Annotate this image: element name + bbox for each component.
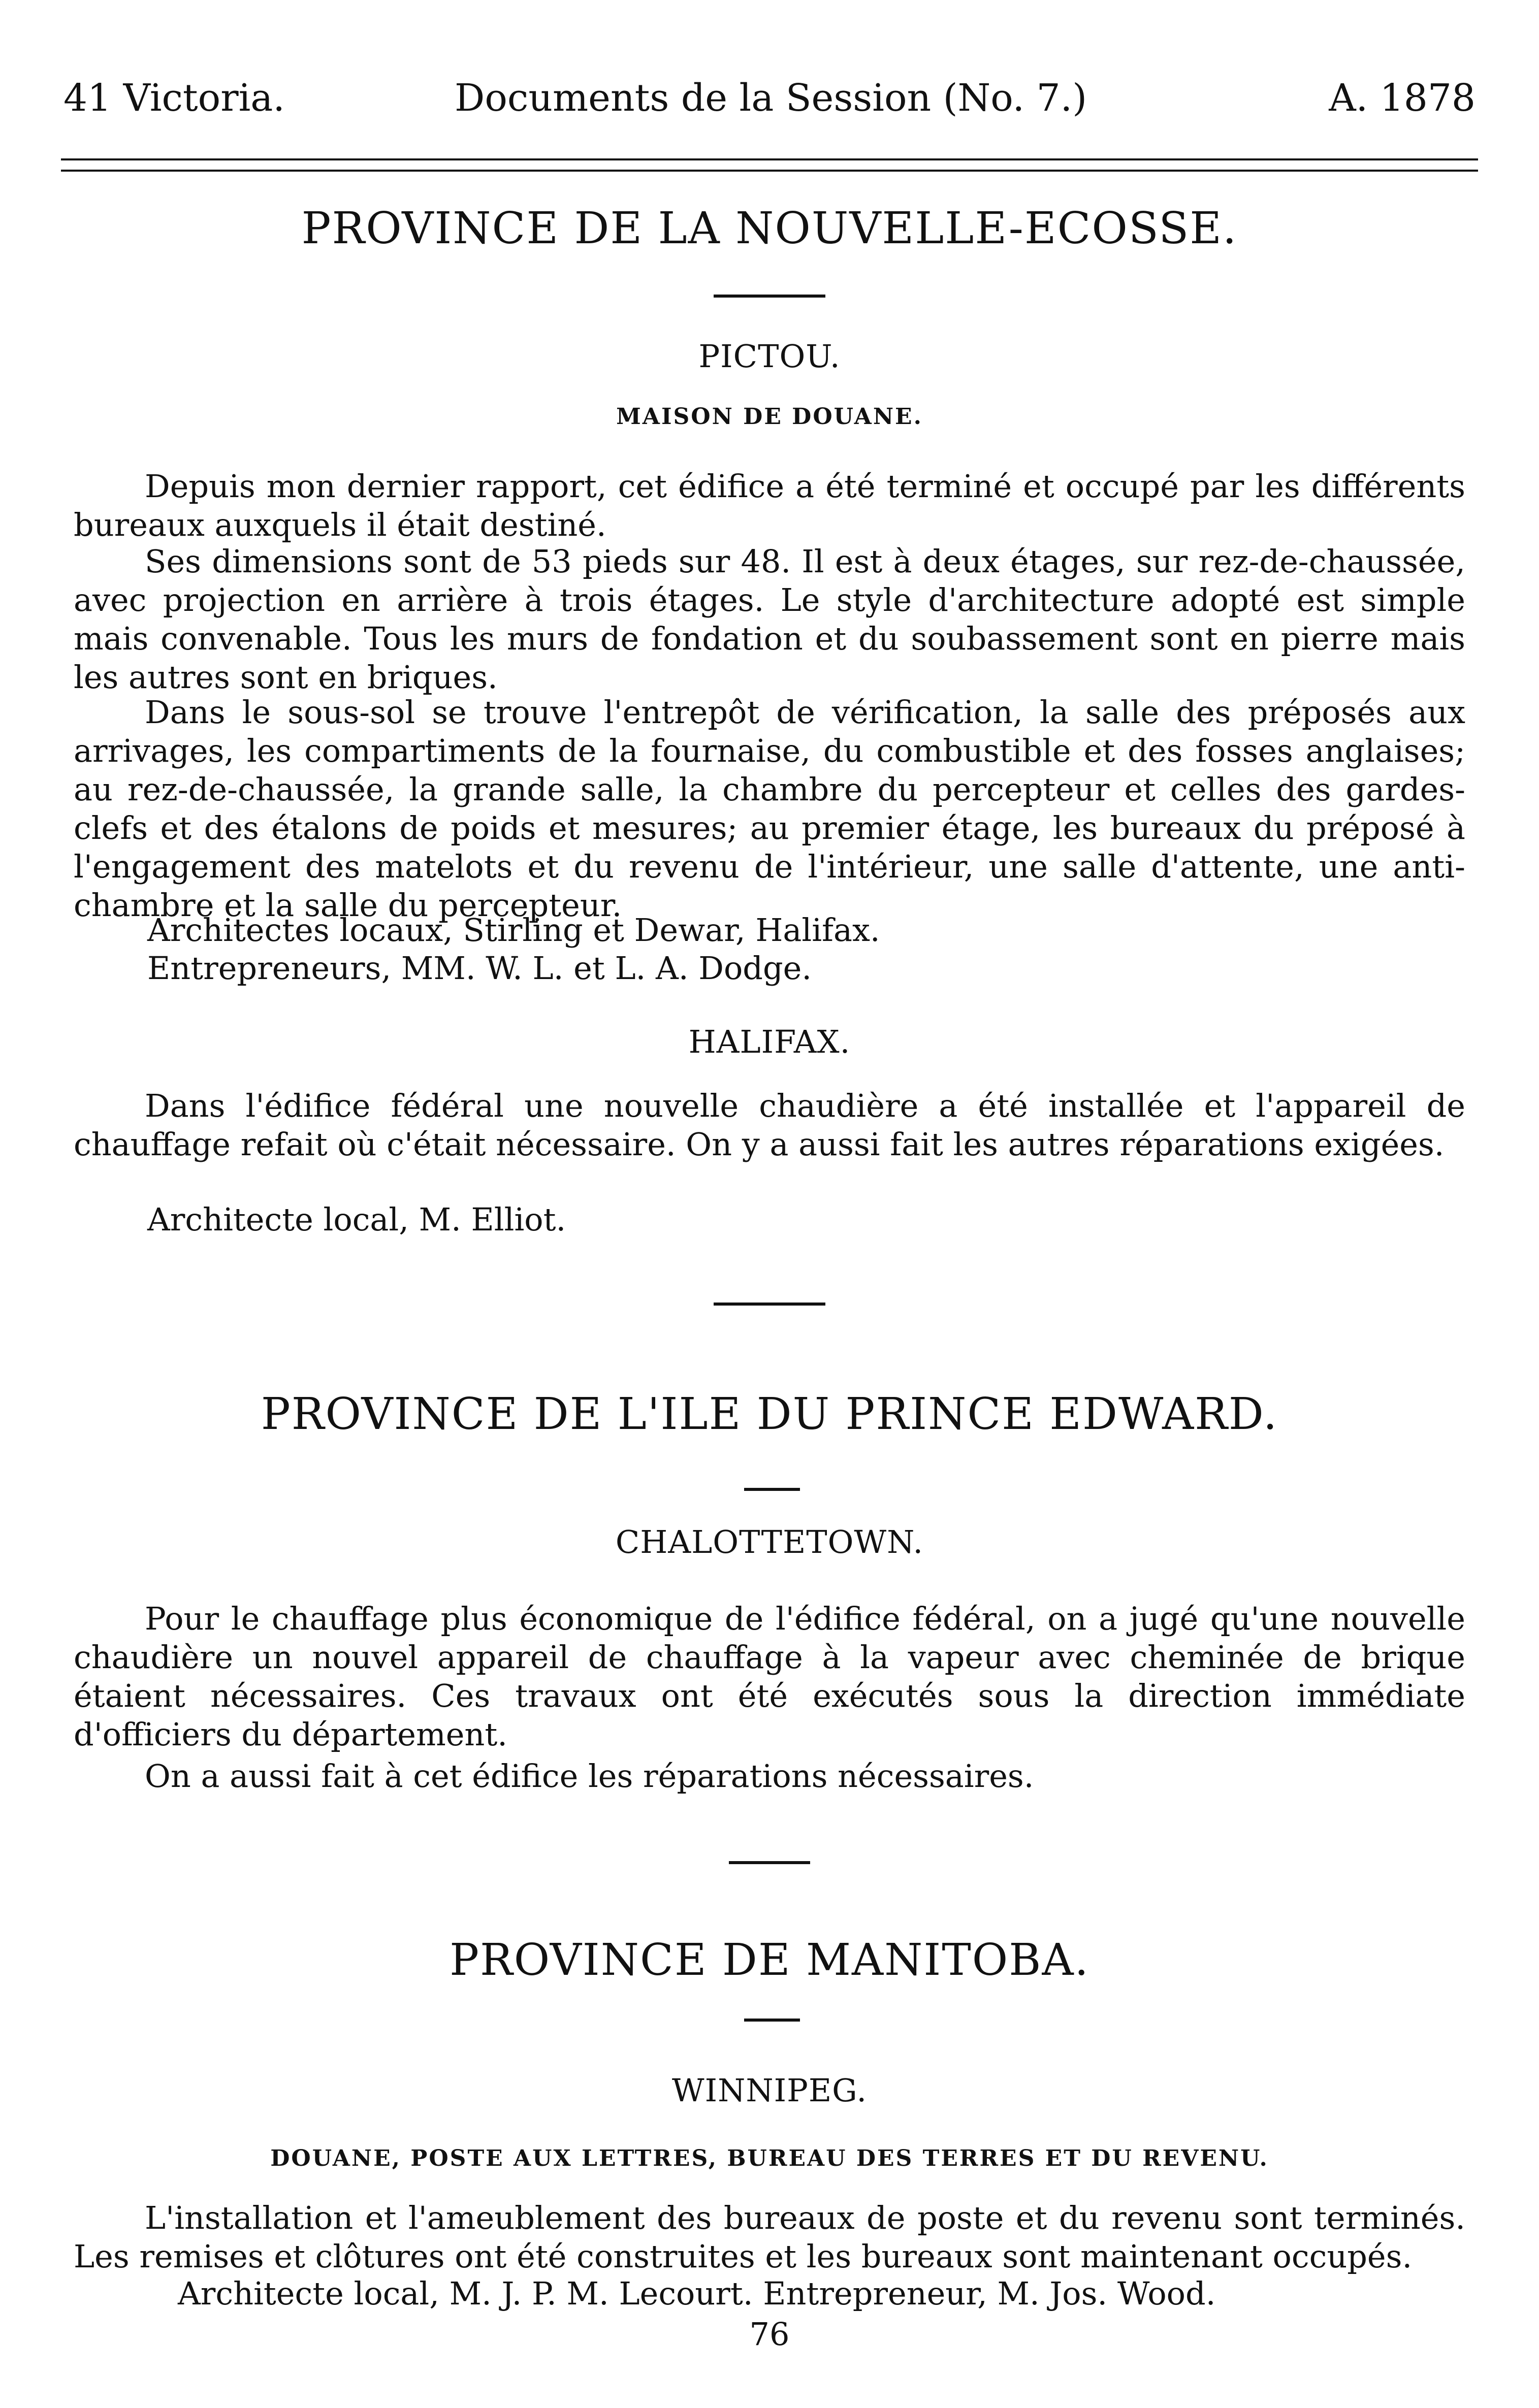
paragraph-pictou-2: Ses dimensions sont de 53 pieds sur 48. Il est à deux étages, sur rez-de-chaussée, avec projection en arrière à trois étages. Le style d'architecture adopté est simple mais convenable. Tous les murs de fondation et du soubassement sont en pierre mais les autres sont en briques. — [74, 543, 1465, 696]
paragraph-halifax-1: Dans l'édifice fédéral une nouvelle chaudière a été installée et l'appareil de chauffage refait où c'était nécessaire. On y a aussi fait les autres réparations exigées. — [74, 1087, 1465, 1163]
header-volume: 41 Victoria. — [63, 76, 285, 120]
subtitle-douane-poste: DOUANE, POSTE AUX LETTRES, BUREAU DES TERRES ET DU REVENU. — [270, 2145, 1269, 2171]
province-heading-manitoba: PROVINCE DE MANITOBA. — [450, 1935, 1089, 1986]
paragraph-winnipeg-1: L'installation et l'ameublement des bureaux de poste et du revenu sont terminés. Les remises et clôtures ont été construites et les bureaux sont maintenant occupés. — [74, 2199, 1465, 2275]
header-double-rule — [61, 158, 1478, 172]
city-heading-pictou: PICTOU. — [698, 338, 841, 375]
section-divider — [744, 1488, 800, 1491]
section-divider — [744, 2019, 800, 2022]
section-divider — [729, 1861, 810, 1864]
pictou-contractors: Entrepreneurs, MM. W. L. et L. A. Dodge. — [147, 950, 812, 987]
section-divider — [714, 295, 825, 298]
province-heading-ile-du-prince-edward: PROVINCE DE L'ILE DU PRINCE EDWARD. — [261, 1389, 1278, 1440]
winnipeg-architect: Architecte local, M. J. P. M. Lecourt. Entrepreneur, M. Jos. Wood. — [178, 2275, 1216, 2312]
province-heading-nouvelle-ecosse: PROVINCE DE LA NOUVELLE-ECOSSE. — [301, 203, 1238, 254]
halifax-architect: Architecte local, M. Elliot. — [147, 1201, 566, 1238]
page-number: 76 — [749, 2316, 790, 2353]
paragraph-chalottetown-1: Pour le chauffage plus économique de l'édifice fédéral, on a jugé qu'une nouvelle chaudière un nouvel appareil de chauffage à la vapeur avec cheminée de brique étaient nécessaires. Ces travaux ont été exécutés sous la direction immédiate d'officiers du département. — [74, 1600, 1465, 1753]
pictou-architects: Architectes locaux, Stirling et Dewar, Halifax. — [147, 912, 880, 949]
city-heading-winnipeg: WINNIPEG. — [671, 2072, 868, 2109]
city-heading-halifax: HALIFAX. — [688, 1023, 851, 1060]
running-header — [63, 76, 1476, 132]
subtitle-maison-de-douane: MAISON DE DOUANE. — [616, 404, 923, 430]
paragraph-pictou-1: Depuis mon dernier rapport, cet édifice a été terminé et occupé par les différents bureaux auxquels il était destiné. — [74, 468, 1465, 543]
header-title: Documents de la Session (No. 7.) — [455, 76, 1087, 120]
paragraph-pictou-3: Dans le sous-sol se trouve l'entrepôt de vérification, la salle des préposés aux arrivages, les compartiments de la fournaise, du combustible et des fosses anglaises; au rez-de-chaussée, la grande salle, la chambre du percepteur et celles des gardes-clefs et des étalons de poids et mesures; au premier étage, les bureaux du préposé à l'engagement des matelots et du revenu de l'intérieur, une salle d'attente, une anti-chambre et la salle du percepteur. — [74, 694, 1465, 924]
section-divider — [714, 1303, 825, 1306]
city-heading-chalottetown: CHALOTTETOWN. — [615, 1523, 924, 1560]
header-year: A. 1878 — [1329, 76, 1476, 120]
paragraph-chalottetown-2: On a aussi fait à cet édifice les réparations nécessaires. — [145, 1758, 1034, 1795]
